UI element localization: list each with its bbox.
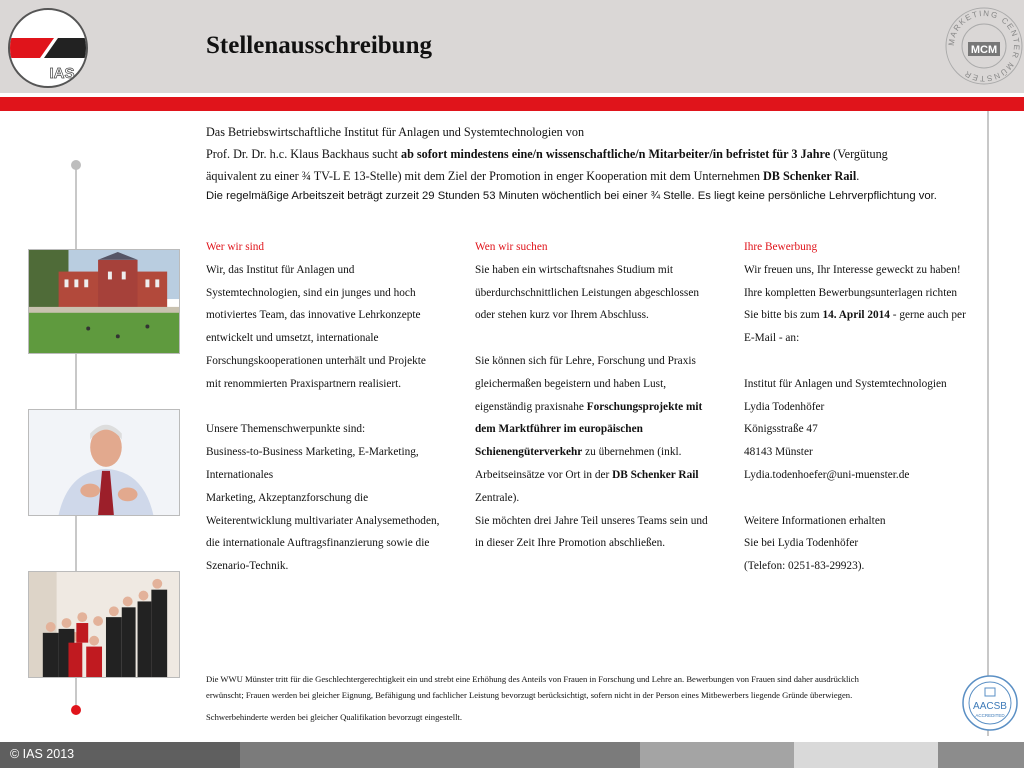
intro-line-2: Prof. Dr. Dr. h.c. Klaus Backhaus sucht ab sofort mindestens eine/n wissenschaftliche/n Mitarbeiter/in befristet für 3 Jahre (Vergütung	[206, 147, 888, 161]
ias-logo	[8, 8, 88, 88]
aacsb-subtitle: ACCREDITED	[975, 713, 1005, 718]
header-band	[0, 0, 1024, 93]
text-line: Arbeitseinsätze vor Ort in der DB Schenker Rail	[475, 468, 699, 481]
column-heading: Ihre Bewerbung	[744, 241, 818, 253]
column-who-we-are	[206, 236, 468, 578]
ias-logo-text: IAS	[49, 65, 75, 82]
text-line: oder stehen kurz vor Ihrem Abschluss.	[475, 309, 649, 322]
disability-statement: Schwerbehinderte werden bei gleicher Qualifikation bevorzugt eingestellt.	[206, 712, 463, 722]
intro-line-3: äquivalent zu einer ¾ TV-L E 13-Stelle) mit dem Ziel der Promotion in enger Kooperation mit dem Unternehmen DB Schenker Rail.	[206, 169, 860, 183]
bottom-bar-segment	[240, 742, 640, 768]
text-line: überdurchschnittlichen Leistungen abgeschlossen	[475, 286, 699, 299]
text-line: Weiterentwicklung multivariater Analysemethoden,	[206, 514, 440, 527]
text-line: Forschungskooperationen unterhält und Projekte	[206, 354, 426, 367]
mcm-logo-text: MCM	[970, 44, 998, 56]
timeline-dot-top	[71, 160, 81, 170]
text-line: motiviertes Team, das innovative Lehrkonzepte	[206, 309, 421, 322]
address-city: 48143 Münster	[744, 446, 813, 459]
bottom-bar	[0, 742, 1024, 768]
text-line: Schienengüterverkehr zu übernehmen (inkl.	[475, 446, 682, 459]
text-line: Wir freuen uns, Ihr Interesse geweckt zu haben!	[744, 263, 961, 276]
photo-team	[28, 571, 180, 678]
deadline-line: Sie bitte bis zum 14. April 2014 - gerne auch per	[744, 309, 966, 322]
text-line: Unsere Themenschwerpunkte sind:	[206, 423, 366, 436]
timeline-dot-bottom	[71, 705, 81, 715]
text-line: die internationale Auftragsfinanzierung sowie die	[206, 537, 430, 550]
photo-castle	[28, 249, 180, 354]
spacer	[475, 327, 737, 350]
address-institute: Institut für Anlagen und Systemtechnologien	[744, 377, 947, 390]
text-line: gleichermaßen begeistern und haben Lust,	[475, 377, 667, 390]
photo-professor	[28, 409, 180, 516]
text-line: Business-to-Business Marketing, E-Marketing,	[206, 446, 419, 459]
equality-line-2: erwünscht; Frauen werden bei gleicher Eignung, Befähigung und fachlicher Leistung bevorzugt berücksichtigt, sofern nicht in der Person eines Mitbewerbers liegende Gründe überwiegen.	[206, 689, 853, 700]
text-line: in dieser Zeit Ihre Promotion abschließen.	[475, 537, 666, 550]
text-line: mit renommierten Praxispartnern realisiert.	[206, 377, 402, 390]
text-line: Szenario-Technik.	[206, 560, 289, 573]
aacsb-seal	[962, 675, 1018, 731]
email-link[interactable]: Lydia.todenhoefer@uni-muenster.de	[744, 468, 910, 481]
column-heading: Wer wir sind	[206, 241, 265, 253]
phone-line: (Telefon: 0251-83-29923).	[744, 560, 865, 573]
address-name: Lydia Todenhöfer	[744, 400, 825, 413]
text-line: Sie können sich für Lehre, Forschung und Praxis	[475, 354, 696, 367]
text-line: eigenständig praxisnahe Forschungsprojekte mit	[475, 400, 703, 413]
working-hours-note: Die regelmäßige Arbeitszeit beträgt zurzeit 29 Stunden 53 Minuten wöchentlich bei einer ¾ Stelle. Es liegt keine persönliche Lehrverpflichtung vor.	[206, 190, 937, 202]
text-line: Zentrale).	[475, 491, 520, 504]
column-your-application	[744, 236, 984, 578]
mcm-ring-text: MARKETING CENTER MÜNSTER	[946, 8, 1022, 84]
text-line: dem Marktführer im europäischen	[475, 423, 643, 436]
right-divider-line	[987, 111, 989, 736]
mcm-logo	[944, 4, 1024, 88]
intro-line-1: Das Betriebswirtschaftliche Institut für Anlagen und Systemtechnologien von	[206, 125, 585, 139]
text-line: Wir, das Institut für Anlagen und	[206, 263, 355, 276]
page-title: Stellenausschreibung	[206, 32, 432, 59]
text-line: E-Mail - an:	[744, 332, 800, 345]
text-line: Ihre kompletten Bewerbungsunterlagen richten	[744, 286, 957, 299]
copyright-text: © IAS 2013	[10, 747, 75, 761]
text-line: Internationales	[206, 468, 274, 481]
text-line: Sie haben ein wirtschaftsnahes Studium mit	[475, 263, 673, 276]
text-line: Marketing, Akzeptanzforschung die	[206, 491, 369, 504]
bottom-bar-segment	[640, 742, 794, 768]
text-line: Sie möchten drei Jahre Teil unseres Teams sein und	[475, 514, 708, 527]
address-street: Königsstraße 47	[744, 423, 818, 436]
spacer	[206, 396, 468, 419]
column-heading: Wen wir suchen	[475, 241, 548, 253]
text-line: Systemtechnologien, sind ein junges und hoch	[206, 286, 416, 299]
spacer	[744, 487, 984, 510]
bottom-bar-segment	[794, 742, 938, 768]
bottom-bar-segment	[938, 742, 1024, 768]
equality-statement	[206, 672, 966, 703]
intro-text	[206, 121, 966, 187]
equality-line-1: Die WWU Münster tritt für die Geschlechtergerechtigkeit ein und strebt eine Erhöhung des Anteils von Frauen in Forschung und Lehre an. Bewerbungen von Frauen sind daher ausdrücklich	[206, 674, 859, 684]
column-who-we-seek	[475, 236, 737, 555]
red-accent-bar	[0, 97, 1024, 111]
aacsb-title: AACSB	[973, 701, 1007, 712]
text-line: Sie bei Lydia Todenhöfer	[744, 537, 859, 550]
text-line: entwickelt und umsetzt, internationale	[206, 332, 379, 345]
text-line: Weitere Informationen erhalten	[744, 514, 886, 527]
spacer	[744, 350, 984, 373]
